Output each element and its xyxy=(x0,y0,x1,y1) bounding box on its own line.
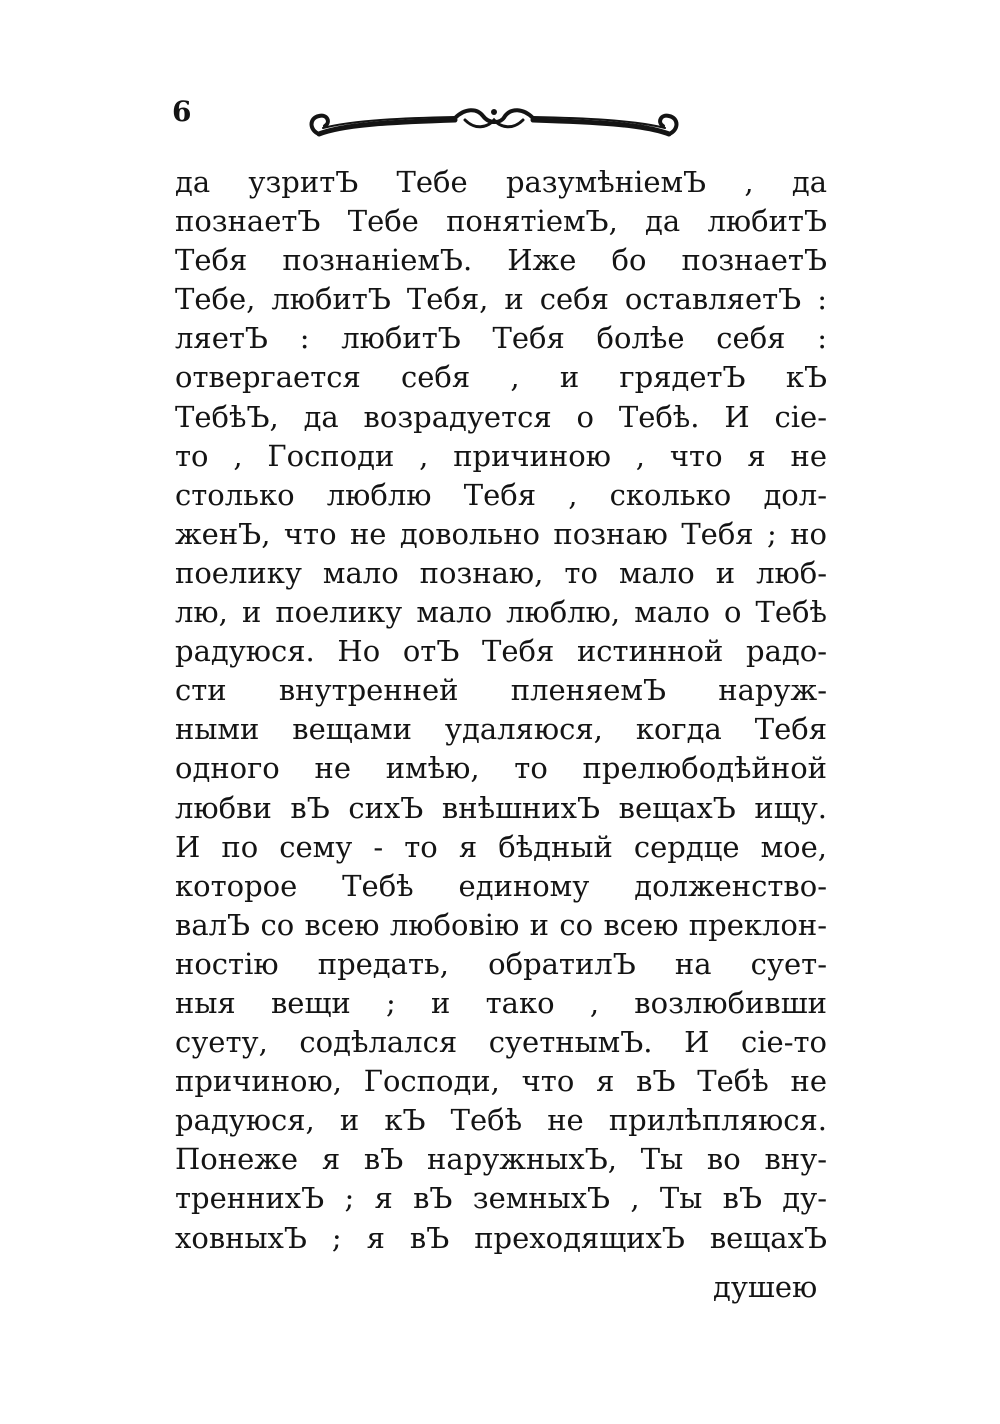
page-number: 6 xyxy=(172,95,192,128)
text-line: суету, содѣлался суетнымЪ. И сіе-то xyxy=(175,1025,827,1060)
text-line: одного не имѣю, то прелюбодѣйной xyxy=(175,751,827,786)
text-line: Понеже я вЪ наружныхЪ, Ты во вну- xyxy=(175,1142,827,1177)
body-text xyxy=(175,163,827,1258)
text-line: женЪ, что не довольно познаю Тебя ; но xyxy=(175,516,827,551)
text-line: ностію предать, обратилЪ на сует- xyxy=(175,946,827,981)
text-line: познаетЪ Тебе понятіемЪ, да любитЪ xyxy=(175,204,827,239)
text-line: И по сему - то я бѣдный сердце мое, xyxy=(175,829,827,864)
text-line: лю, и поелику мало люблю, мало о Тебѣ xyxy=(175,595,827,630)
text-line: которое Тебѣ единому долженство- xyxy=(175,868,827,903)
text-line: ными вещами удаляюся, когда Тебя xyxy=(175,712,827,747)
text-line: ТебѣЪ, да возрадуется о Тебѣ. И сіе- xyxy=(175,399,827,434)
decorative-rule-icon xyxy=(305,100,683,144)
text-line: причиною, Господи, что я вЪ Тебѣ не xyxy=(175,1064,827,1099)
text-line: треннихЪ ; я вЪ земныхЪ , Ты вЪ ду- xyxy=(175,1181,827,1216)
text-line: то , Господи , причиною , что я не xyxy=(175,438,827,473)
text-line: ховныхЪ ; я вЪ преходящихЪ вещахЪ xyxy=(175,1220,827,1255)
text-line: да узритЪ Тебе разумѣніемЪ , да xyxy=(175,165,827,199)
text-line: радуюся, и кЪ Тебѣ не прилѣпляюся. xyxy=(175,1103,827,1138)
text-line: валЪ со всею любовію и со всею преклон- xyxy=(175,907,827,942)
text-line: поелику мало познаю, то мало и люб- xyxy=(175,555,827,590)
text-line: отвергается себя , и грядетЪ кЪ xyxy=(175,360,827,395)
text-line: сти внутренней пленяемЪ наруж- xyxy=(175,673,827,708)
text-line: ныя вещи ; и тако , возлюбивши xyxy=(175,985,827,1020)
catchword: душею xyxy=(713,1270,818,1304)
text-line: ляетЪ : любитЪ Тебя болѣе себя : xyxy=(175,321,827,356)
text-line: Тебя познаніемЪ. Иже бо познаетЪ xyxy=(175,243,827,278)
text-line: любви вЪ сихЪ внѣшнихЪ вещахЪ ищу. xyxy=(175,790,827,825)
text-line: Тебе, любитЪ Тебя, и себя оставляетЪ : xyxy=(175,282,827,317)
text-line: радуюся. Но отЪ Тебя истинной радо- xyxy=(175,634,827,669)
text-line: столько люблю Тебя , сколько дол- xyxy=(175,477,827,512)
